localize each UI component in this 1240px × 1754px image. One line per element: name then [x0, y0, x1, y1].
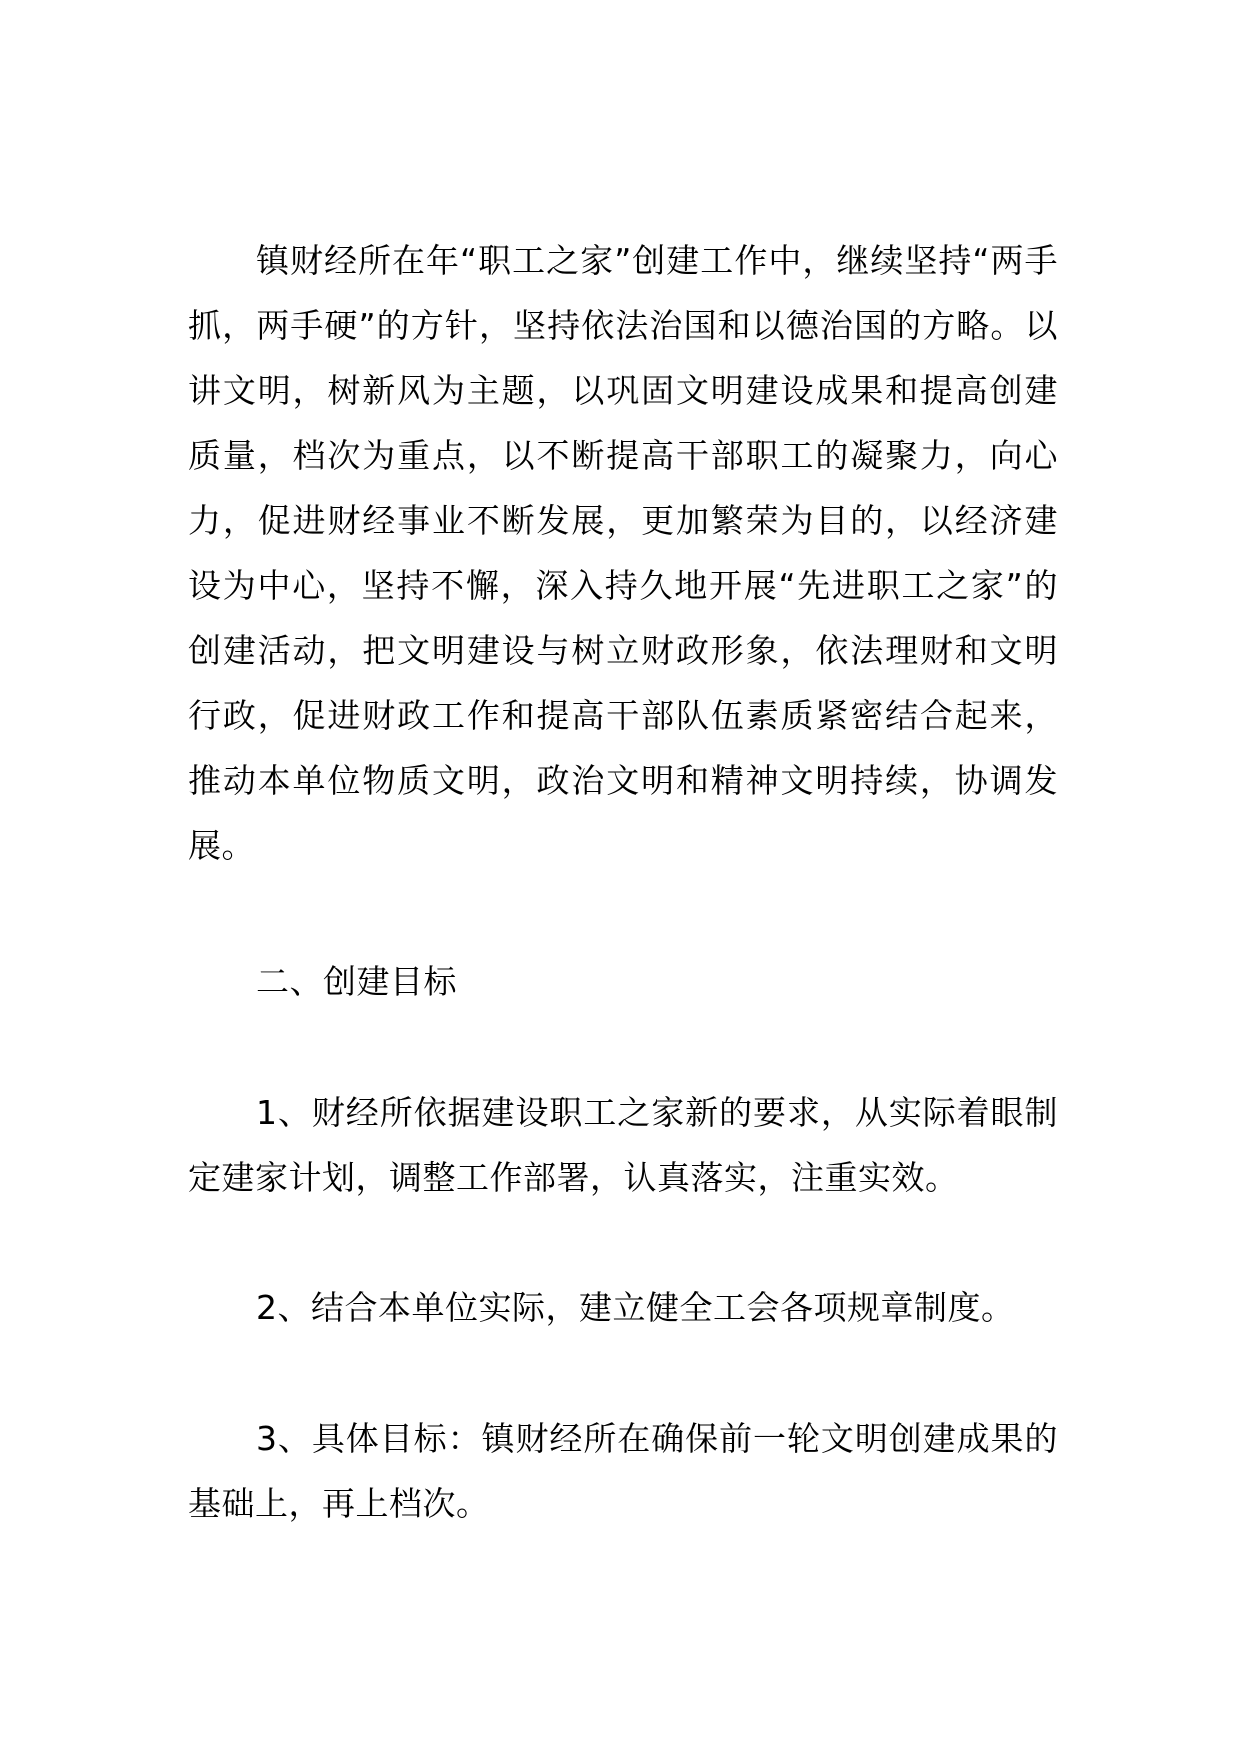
section-heading: 二、创建目标	[256, 962, 457, 1001]
list-item: 3、具体目标：镇财经所在确保前一轮文明创建成果的基础上，再上档次。	[188, 1419, 1058, 1523]
list-item: 1、财经所依据建设职工之家新的要求，从实际着眼制定建家计划，调整工作部署，认真落实，注重实效。	[188, 1093, 1058, 1197]
intro-paragraph: 镇财经所在年“职工之家”创建工作中，继续坚持“两手抓，两手硬”的方针，坚持依法治国和以德治国的方略。以讲文明，树新风为主题，以巩固文明建设成果和提高创建质量，档次为重点，以不断提高干部职工的凝聚力，向心力，促进财经事业不断发展，更加繁荣为目的，以经济建设为中心，坚持不懈，深入持久地开展“先进职工之家”的创建活动，把文明建设与树立财政形象，依法理财和文明行政，促进财政工作和提高干部队伍素质紧密结合起来，推动本单位物质文明，政治文明和精神文明持续，协调发展。	[188, 241, 1058, 865]
list-item: 2、结合本单位实际，建立健全工会各项规章制度。	[256, 1288, 1015, 1327]
